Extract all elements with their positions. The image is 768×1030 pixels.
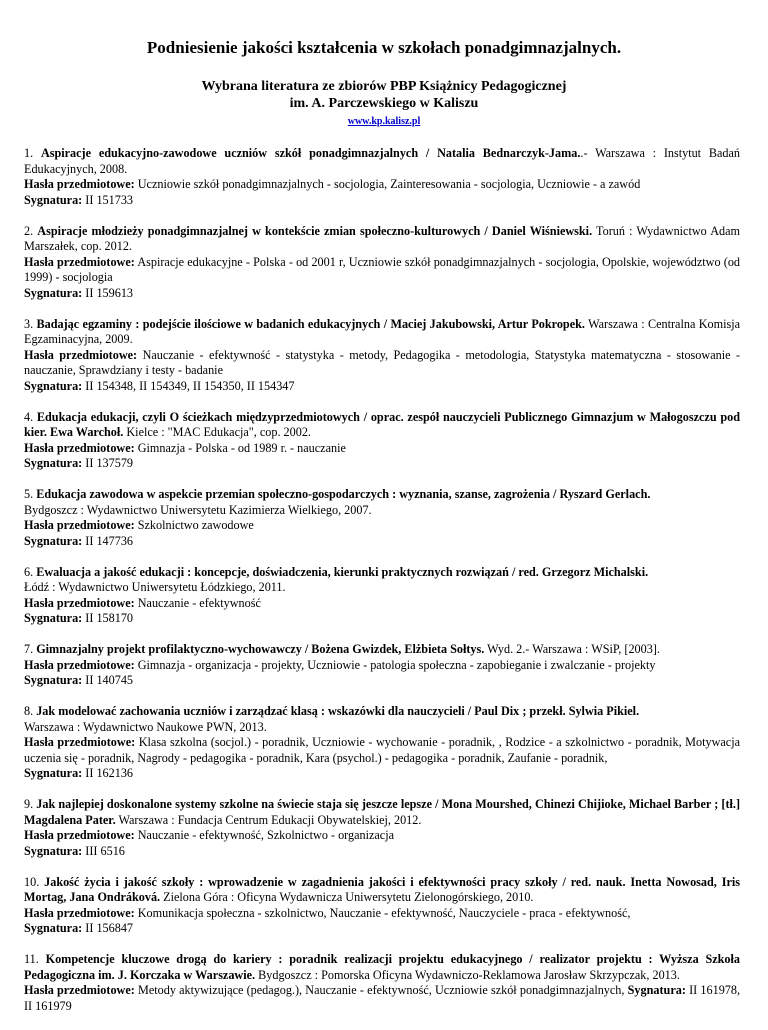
entry-signature: II 156847 — [85, 921, 134, 935]
subjects-label: Hasła przedmiotowe: — [24, 177, 135, 191]
entry-title: Aspiracje edukacyjno-zawodowe uczniów szkół ponadgimnazjalnych / Natalia Bednarczyk-Jama. — [40, 146, 581, 160]
entry-publication: Warszawa : Centralna Komisja Egzaminacyjna, 2009. — [24, 316, 741, 346]
entry-publication: Kielce : "MAC Edukacja", cop. 2002. — [126, 425, 311, 439]
entry-number: 5. — [24, 487, 34, 501]
bibliography-list — [24, 146, 740, 1030]
subjects-label: Hasła przedmiotowe: — [24, 983, 135, 997]
subtitle-line-2: im. A. Parczewskiego w Kaliszu — [289, 96, 479, 111]
entry-publication: Bydgoszcz : Wydawnictwo Uniwersytetu Kazimierza Wielkiego, 2007. — [24, 502, 372, 517]
signature-label: Sygnatura: — [24, 843, 83, 858]
entry-subjects: Aspiracje edukacyjne - Polska - od 2001 r, Uczniowie szkół ponadgimnazjalnych - socjologia, Opolskie, województwo (od 1999) - socjologia — [24, 254, 741, 284]
subjects-label: Hasła przedmiotowe: — [24, 905, 135, 920]
subjects-label: Hasła przedmiotowe: — [24, 595, 135, 610]
entry-subjects: Klasa szkolna (socjol.) - poradnik, Uczniowie - wychowanie - poradnik, , Rodzice - a szkolnictwo - poradnik, Motywacja uczenia się - poradnik, Nagrody - pedagogika - poradnik, Kara (psychol.) - pedagogika - poradnik, Zaufanie - poradnik, — [24, 735, 740, 765]
entry-title: Jakość życia i jakość szkoły : wprowadzenie w zagadnienia jakości i efektywności pracy szkoły / red. nauk. Inetta Nowosad, Iris Mortag, Jana Ondráková. — [24, 874, 740, 904]
bibliography-entry — [24, 565, 740, 627]
entry-subjects: Gimnazja - organizacja - projekty, Uczniowie - patologia społeczna - zapobieganie i zwalczanie - projekty — [137, 657, 656, 672]
entry-publication: Toruń : Wydawnictwo Adam Marszałek, cop. 2012. — [24, 223, 740, 253]
subjects-label: Hasła przedmiotowe: — [24, 254, 135, 269]
entry-subjects: Nauczanie - efektywność — [137, 595, 261, 610]
entry-signature: II 140745 — [85, 673, 134, 687]
entry-publication: Bydgoszcz : Pomorska Oficyna Wydawniczo-Reklamowa Jarosław Skrzypczak, 2013. — [258, 967, 680, 982]
entry-title: Ewaluacja a jakość edukacji : koncepcje, doświadczenia, kierunki praktycznych rozwiązań / red. Grzegorz Michalski. — [36, 564, 649, 579]
entry-number: 4. — [24, 409, 34, 424]
entry-subjects: Metody aktywizujące (pedagog.), Nauczanie - efektywność, Uczniowie szkół ponadgimnazjalnych, — [138, 983, 625, 997]
bibliography-entry — [24, 146, 740, 208]
subtitle-line-1: Wybrana literatura ze zbiorów PBP Książnicy Pedagogicznej — [201, 79, 567, 94]
entry-signature: II 147736 — [85, 533, 134, 548]
page-title: Podniesienie jakości kształcenia w szkołach ponadgimnazjalnych. — [146, 38, 622, 57]
bibliography-entry — [24, 642, 740, 689]
entry-title: Jak najlepiej doskonalone systemy szkolne na świecie staja się jeszcze lepsze / Mona Mourshed, Chinezi Chijioke, Michael Barber ; [tł.] Magdalena Pater. — [24, 797, 741, 827]
entry-subjects: Szkolnictwo zawodowe — [137, 518, 254, 532]
bibliography-entry — [24, 952, 740, 1014]
entry-signature: II 161978, II 161979 — [24, 983, 741, 1013]
subjects-label: Hasła przedmiotowe: — [24, 828, 135, 842]
entry-signature: II 154348, II 154349, II 154350, II 154347 — [85, 378, 295, 393]
entry-signature: III 6516 — [85, 843, 125, 858]
entry-signature: II 162136 — [85, 766, 134, 780]
entry-publication: Wyd. 2.- Warszawa : WSiP, [2003]. — [487, 642, 660, 656]
entry-number: 3. — [24, 316, 34, 331]
entry-title: Kompetencje kluczowe drogą do kariery : poradnik realizacji projektu edukacyjnego / realizator projektu : Wyższa Szkoła Pedagogiczna im. J. Korczaka w Warszawie. — [24, 952, 741, 982]
entry-subjects: Komunikacja społeczna - szkolnictwo, Nauczanie - efektywność, Nauczyciele - praca - efektywność, — [137, 905, 631, 920]
signature-label: Sygnatura: — [24, 673, 83, 687]
entry-signature: II 159613 — [85, 285, 134, 300]
entry-signature: II 137579 — [85, 456, 134, 470]
bibliography-entry — [24, 797, 740, 859]
entry-publication: .- Warszawa : Instytut Badań Edukacyjnych, 2008. — [24, 146, 740, 176]
entry-publication: Zielona Góra : Oficyna Wydawnicza Uniwersytetu Zielonogórskiego, 2010. — [163, 890, 534, 904]
entry-publication: Warszawa : Fundacja Centrum Edukacji Obywatelskiej, 2012. — [118, 812, 422, 827]
signature-label: Sygnatura: — [24, 533, 83, 548]
entry-number: 8. — [24, 704, 34, 718]
signature-label: Sygnatura: — [24, 766, 83, 780]
subjects-label: Hasła przedmiotowe: — [24, 518, 135, 532]
entry-number: 6. — [24, 564, 34, 579]
bibliography-entry — [24, 224, 740, 302]
subjects-label: Hasła przedmiotowe: — [24, 347, 138, 362]
entry-title: Gimnazjalny projekt profilaktyczno-wychowawczy / Bożena Gwizdek, Elżbieta Sołtys. — [36, 642, 485, 656]
entry-number: 2. — [24, 223, 34, 238]
entry-publication: Warszawa : Wydawnictwo Naukowe PWN, 2013. — [24, 719, 267, 734]
bibliography-entry — [24, 875, 740, 937]
entry-signature: II 158170 — [85, 611, 134, 625]
signature-label: Sygnatura: — [24, 378, 83, 393]
bibliography-entry — [24, 410, 740, 472]
bibliography-entry — [24, 704, 740, 782]
signature-label: Sygnatura: — [24, 456, 83, 470]
entry-number: 7. — [24, 642, 34, 656]
signature-label: Sygnatura: — [24, 285, 83, 300]
subjects-label: Hasła przedmiotowe: — [24, 735, 136, 749]
signature-label: Sygnatura: — [24, 192, 83, 207]
entry-subjects: Nauczanie - efektywność - statystyka - metody, Pedagogika - metodologia, Statystyka matematyczna - stosowanie - nauczanie, Sprawdziany i testy - badanie — [24, 347, 741, 377]
entry-publication: Łódź : Wydawnictwo Uniwersytetu Łódzkiego, 2011. — [24, 580, 286, 594]
entry-number: 10. — [24, 874, 40, 889]
entry-number: 11. — [24, 952, 39, 966]
signature-label: Sygnatura: — [24, 921, 83, 935]
signature-label: Sygnatura: — [24, 611, 83, 625]
entry-title: Aspiracje młodzieży ponadgimnazjalnej w kontekście zmian społeczno-kulturowych / Daniel Wiśniewski. — [37, 223, 593, 238]
entry-title: Jak modelować zachowania uczniów i zarządzać klasą : wskazówki dla nauczycieli / Paul Dix ; przekł. Sylwia Pikiel. — [36, 704, 640, 718]
entry-title: Edukacja zawodowa w aspekcie przemian społeczno-gospodarczych : wyznania, szanse, zagrożenia / Ryszard Gerlach. — [36, 487, 651, 501]
bibliography-entry — [24, 487, 740, 549]
entry-signature: II 151733 — [85, 192, 134, 207]
signature-label: Sygnatura: — [627, 983, 686, 997]
entry-subjects: Uczniowie szkół ponadgimnazjalnych - socjologia, Zainteresowania - socjologia, Uczniowie - a zawód — [137, 177, 641, 191]
bibliography-entry — [24, 317, 740, 395]
entry-number: 1. — [24, 146, 34, 160]
subjects-label: Hasła przedmiotowe: — [24, 440, 135, 455]
entry-subjects: Nauczanie - efektywność, Szkolnictwo - organizacja — [137, 828, 395, 842]
entry-number: 9. — [24, 797, 34, 811]
entry-title: Badając egzaminy : podejście ilościowe w badanich edukacyjnych / Maciej Jakubowski, Artur Pokropek. — [36, 316, 585, 331]
website-link[interactable]: www.kp.kalisz.pl — [347, 116, 421, 127]
entry-title: Edukacja edukacji, czyli O ścieżkach międzyprzedmiotowych / oprac. zespół nauczycieli Publicznego Gimnazjum w Małogoszczu pod kier. Ewa Warchoł. — [24, 409, 740, 439]
subjects-label: Hasła przedmiotowe: — [24, 657, 135, 672]
entry-subjects: Gimnazja - Polska - od 1989 r. - nauczanie — [137, 440, 346, 455]
